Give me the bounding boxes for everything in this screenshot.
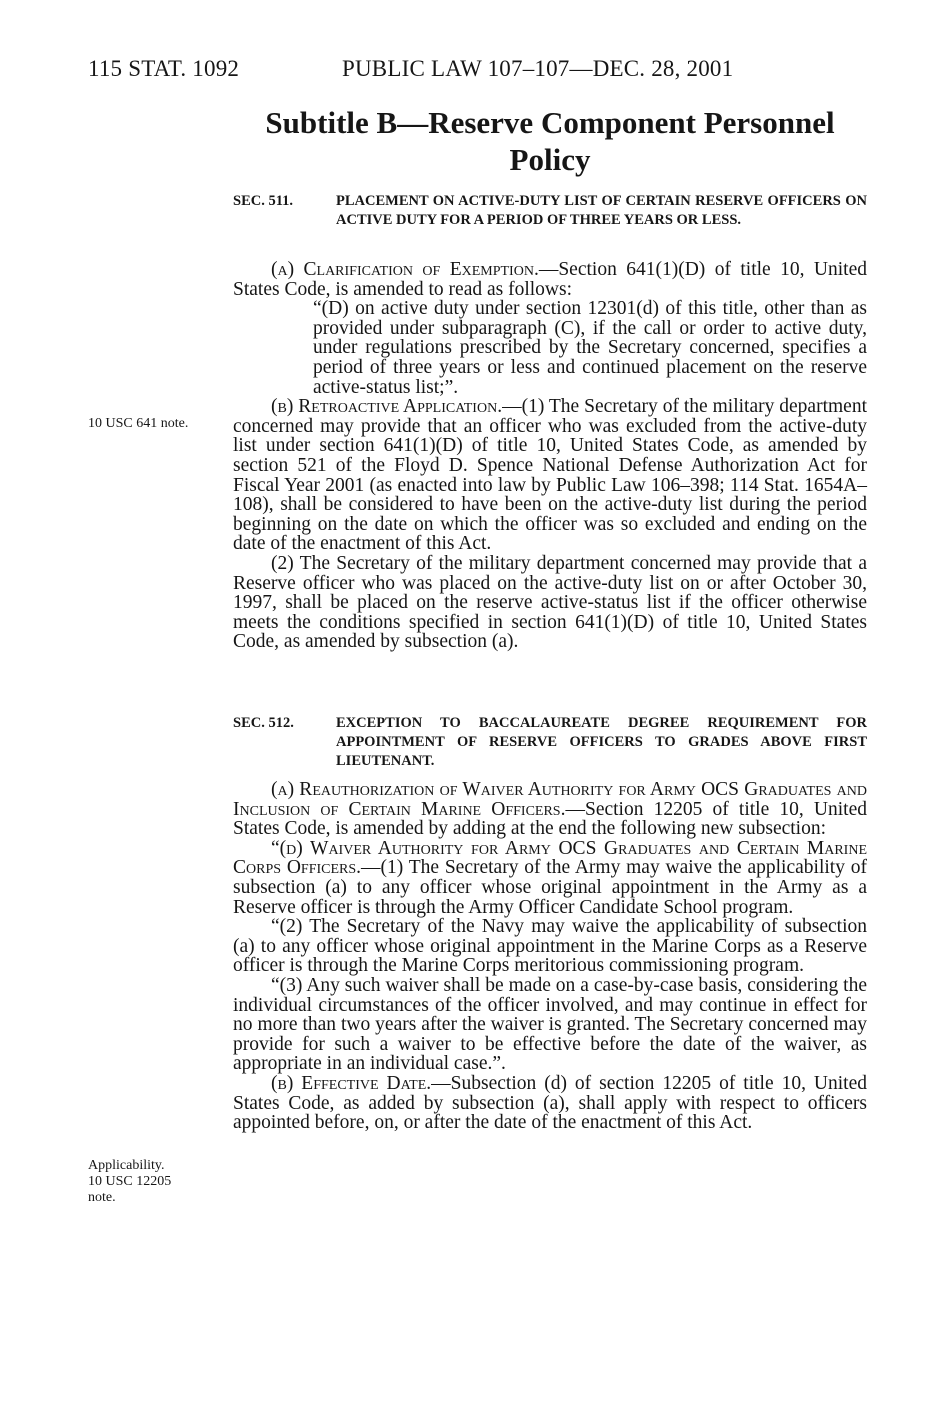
subsection-heading: (a) Clarification of Exemption. (271, 259, 539, 280)
public-law-citation: PUBLIC LAW 107–107—DEC. 28, 2001 (342, 56, 734, 81)
subsection-heading: (b) Retroactive Application. (271, 396, 503, 418)
subsection-heading: (b) Effective Date. (271, 1072, 432, 1094)
subsection-b (233, 1074, 867, 1133)
page-header (88, 56, 867, 86)
quoted-paragraph-2: “(2) The Secretary of the Navy may waive the applicability of subsection (a) to any officer whose original appointment in the Marine Corps as a Reserve officer is through the Marine Corps meritorious commissioning program. (233, 916, 867, 977)
subsection-text: —(1) The Secretary of the military department concerned may provide that an officer who was excluded from the active-duty list under section 641(1)(D) of title 10, United States Code, as amended by section 521 of the Floyd D. Spence National Defense Authorization Act for Fiscal Year 2001 (as enacted into law by Public Law 106–398; 114 Stat. 1654A–108), shall be considered to have been on the active-duty list during the period beginning on the date on which the officer was so excluded and ending on the date of the enactment of this Act. (233, 396, 867, 555)
statute-page-number: 115 STAT. 1092 (88, 56, 240, 81)
section-title: PLACEMENT ON ACTIVE-DUTY LIST OF CERTAIN RESERVE OFFICERS ON ACTIVE DUTY FOR A PERIOD OF THREE YEARS OR LESS. (336, 193, 867, 228)
subsection-text: —Section 12205 of title 10, United States Code, is amended by adding at the end the following new subsection: (233, 798, 867, 840)
section-511-body (233, 260, 867, 652)
margin-note-line: note. (88, 1190, 116, 1205)
section-512-heading (233, 714, 867, 771)
subsection-text: —Subsection (d) of section 12205 of title 10, United States Code, as added by subsection (a), shall apply with respect to officers appointed before, on, or after the date of the enactment of this Act. (233, 1072, 868, 1134)
subtitle-heading: Subtitle B—Reserve Component Personnel Policy (265, 105, 835, 177)
section-number: SEC. 512. (233, 715, 294, 731)
margin-note-641: 10 USC 641 note. (88, 416, 189, 431)
subsection-b-paragraph-2: (2) The Secretary of the military department concerned may provide that a Reserve officer who was placed on the active-duty list on or after October 30, 1997, shall be placed on the reserve active-status list if the officer otherwise meets the conditions specified in section 641(1)(D) of title 10, United States Code, as amended by subsection (a). (233, 552, 867, 653)
section-title: EXCEPTION TO BACCALAUREATE DEGREE REQUIREMENT FOR APPOINTMENT OF RESERVE OFFICERS TO GRADES ABOVE FIRST LIEUTENANT. (336, 715, 867, 769)
margin-note-line: 10 USC 12205 (88, 1174, 172, 1189)
quoted-subparagraph: “(D) on active duty under section 12301(d) of this title, other than as provided under subparagraph (C), if the call or order to active duty, under regulations prescribed by the Secretary concerned, specifies a period of three years or less and continued placement on the reserve active-status list;”. (313, 298, 867, 398)
subsection-heading: (a) Reauthorization of Waiver Authority for Army OCS Graduates and Inclusion of Certain Marine Officers. (233, 779, 867, 820)
section-number: SEC. 511. (233, 193, 294, 209)
quoted-subsection-d (233, 839, 867, 917)
section-512-body (233, 780, 867, 1133)
subsection-b (233, 397, 867, 554)
margin-note-applicability (88, 1158, 171, 1206)
subsection-text: —Section 641(1)(D) of title 10, United States Code, is amended to read as follows: (233, 259, 867, 300)
subsection-a (233, 260, 867, 299)
subsection-a (233, 780, 867, 839)
subsection-heading: “(d) Waiver Authority for Army OCS Graduates and Certain Marine Corps Officers. (233, 837, 867, 879)
margin-note-line: Applicability. (88, 1158, 165, 1173)
quoted-paragraph-3: “(3) Any such waiver shall be made on a case-by-case basis, considering the individual circumstances of the officer involved, and may continue in effect for no more than two years after the waiver is granted. The Secretary concerned may provide for such a waiver to be effective before the date of the waiver, as appropriate in an individual case.”. (233, 974, 867, 1075)
section-511-heading (233, 192, 867, 230)
subsection-text: —(1) The Secretary of the Army may waive the applicability of subsection (a) to any officer whose original appointment in the Army as a Reserve officer is through the Army Officer Candidate School program. (233, 857, 867, 918)
